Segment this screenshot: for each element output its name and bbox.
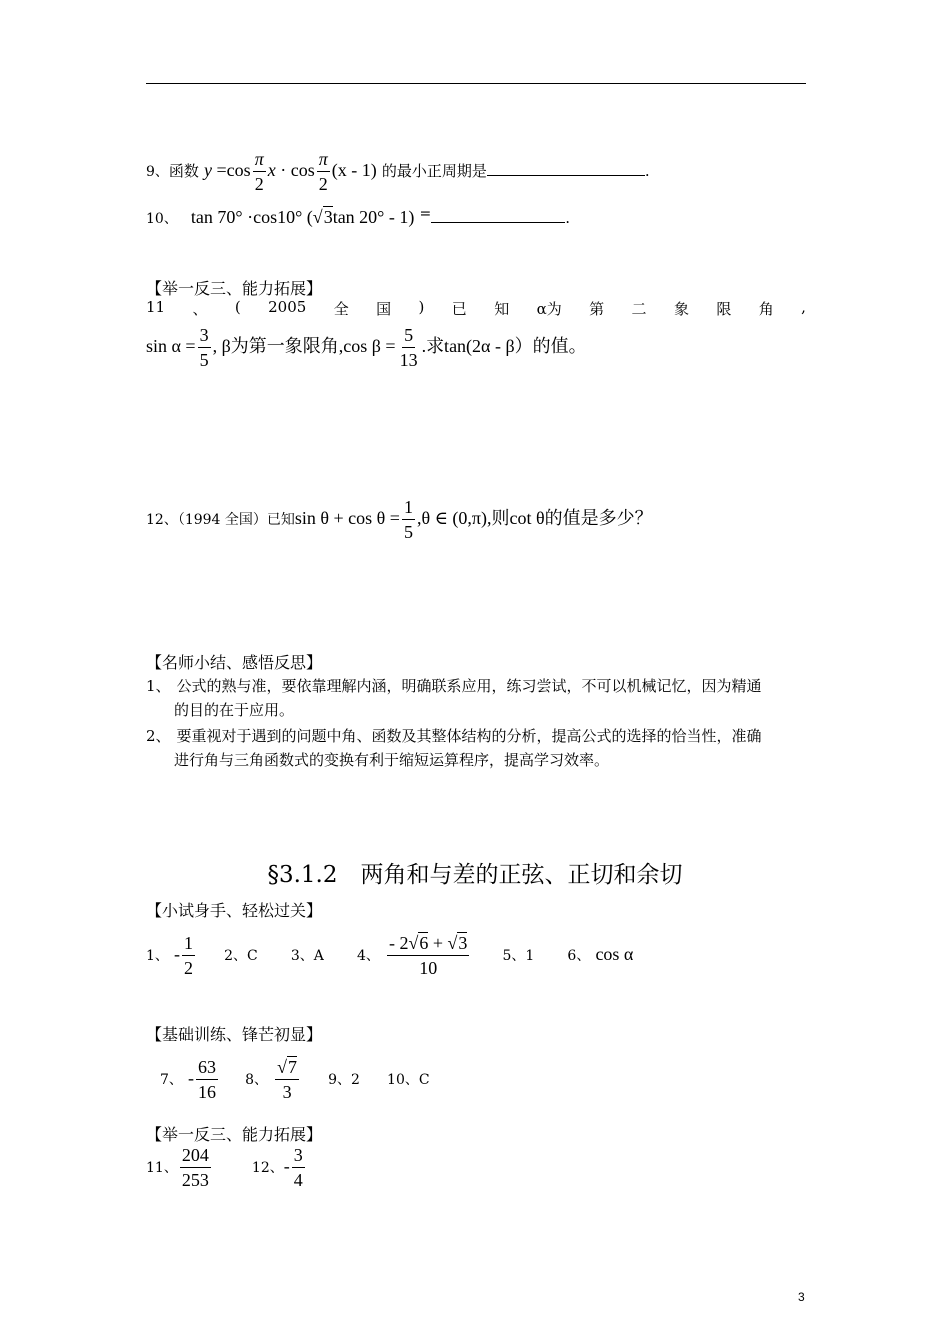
fraction-1-5: $\frac{1}{5}$	[403, 497, 413, 542]
summary-item-continuation: 的目的在于应用。	[174, 701, 295, 719]
question-10: 10、 tan 70° ·cos10° (√3tan 20° - 1) = .	[146, 206, 570, 227]
question-11-line2: sin α = $\frac{3}{5}$ , β为第一象限角,cos β = $\frac{5}{13}$ .求tan(2α - β）的值。	[146, 325, 587, 370]
question-11-line1: 11 、 ( 2005 全 国 ) 已 知 α为 第 二 象 限 角 ,	[146, 298, 806, 318]
section-heading-practice-answers: 【举一反三、能力拓展】	[146, 1125, 323, 1144]
section-title: §3.1.2 两角和与差的正弦、正切和余切	[267, 862, 683, 888]
answer-blank[interactable]	[431, 222, 565, 223]
question-12: 12、（1994 全国）已知sin θ + cos θ = $\frac{1}{5}$ ,θ ∈ (0,π),则cot θ的值是多少？	[146, 497, 653, 542]
fraction-pi-over-2: $\frac{\pi}{2}$	[318, 149, 328, 194]
fraction-3-5: $\frac{3}{5}$	[199, 325, 209, 370]
fraction-pi-over-2: $\frac{\pi}{2}$	[254, 149, 264, 194]
page-number: 3	[798, 1290, 805, 1304]
section-heading-practice: 【举一反三、能力拓展】	[146, 279, 323, 298]
header-rule	[146, 83, 806, 84]
summary-item: 1、 公式的熟与准，要依靠理解内涵，明确联系应用，练习尝试，不可以机械记忆，因为精通	[146, 677, 762, 695]
fraction-63-16: $\frac{63}{16}$	[198, 1057, 217, 1102]
fraction-answer-4: $\frac{- 2√6 + √3}{10}$	[388, 933, 468, 978]
fraction-sqrt7-3: $\frac{√7}{3}$	[277, 1057, 298, 1102]
fraction-5-13: $\frac{5}{13}$	[399, 325, 418, 370]
answers-quick: 1、 - $\frac{1}{2}$ 2、C 3、A 4、 $\frac{- 2√6 + √3}{10}$ 5、1 6、 cos α	[146, 933, 634, 978]
answers-basic: 7、 - $\frac{63}{16}$ 8、 $\frac{√7}{3}$ 9、2 10、C	[160, 1057, 430, 1102]
answers-practice: 11、 $\frac{204}{253}$ 12、- $\frac{3}{4}$	[146, 1145, 303, 1190]
section-heading-summary: 【名师小结、感悟反思】	[146, 653, 323, 672]
section-heading-quick: 【小试身手、轻松过关】	[146, 901, 323, 920]
question-9: 9、函数 y =cos $\frac{\pi}{2}$ x · cos $\frac{\pi}{2}$ (x - 1) 的最小正周期是 .	[146, 149, 650, 194]
fraction-3-4: $\frac{3}{4}$	[293, 1145, 303, 1190]
section-heading-basic: 【基础训练、锋芒初显】	[146, 1025, 323, 1044]
answer-blank[interactable]	[487, 175, 645, 176]
summary-item-continuation: 进行角与三角函数式的变换有利于缩短运算程序，提高学习效率。	[174, 751, 610, 769]
fraction-204-253: $\frac{204}{253}$	[181, 1145, 209, 1190]
fraction-1-2: $\frac{1}{2}$	[184, 933, 194, 978]
summary-item: 2、 要重视对于遇到的问题中角、函数及其整体结构的分析，提高公式的选择的恰当性，准确	[146, 727, 762, 745]
